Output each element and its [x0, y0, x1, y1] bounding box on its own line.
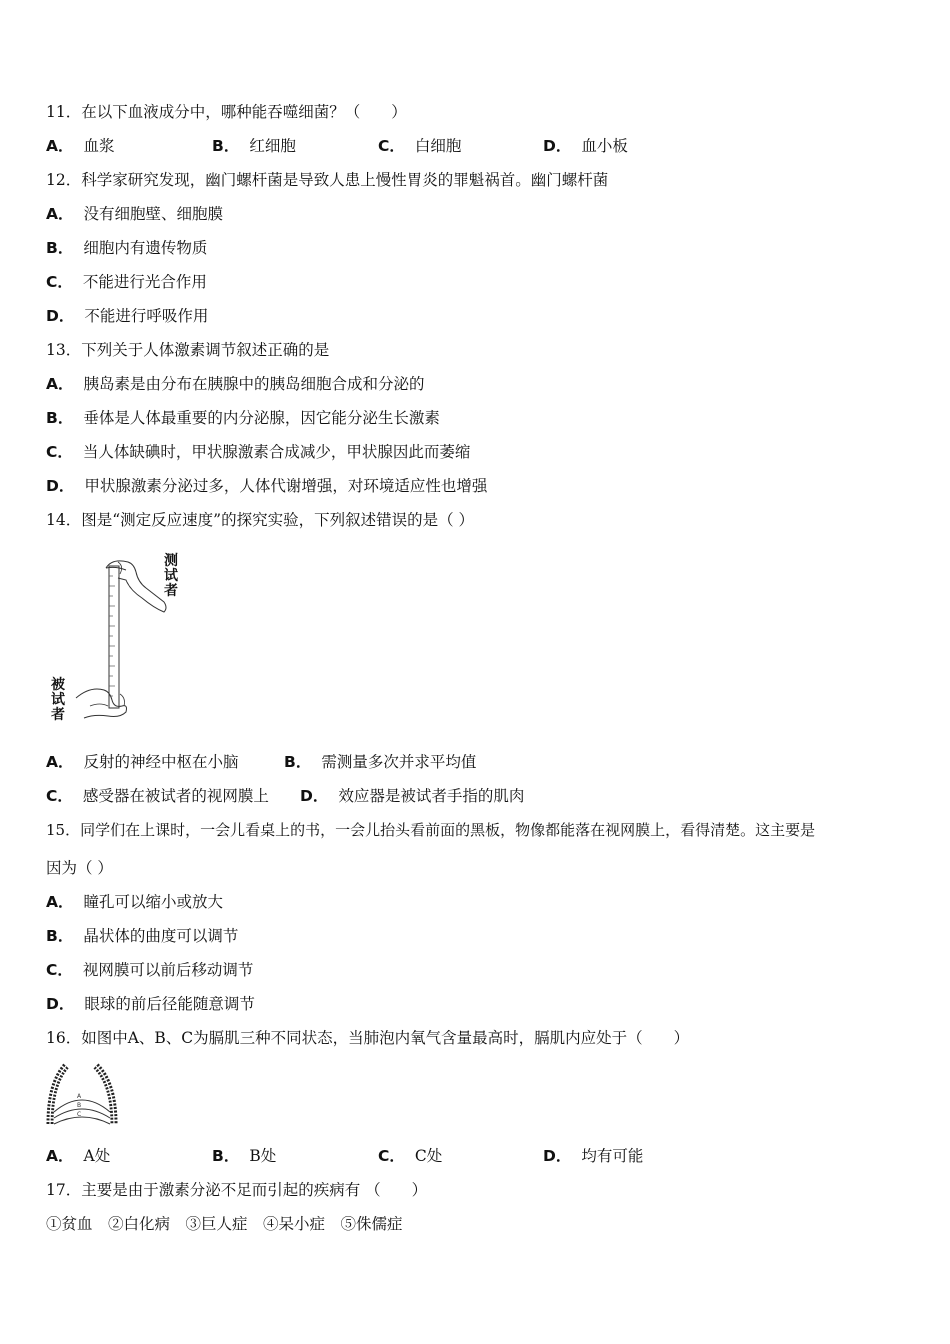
option-c: C． 当人体缺碘时，甲状腺激素合成减少，甲状腺因此而萎缩: [46, 443, 471, 461]
question-15-stem-line2: 因为（ ）: [46, 859, 113, 877]
question-14-stem: 14．图是“测定反应速度”的探究实验，下列叙述错误的是（ ）: [46, 511, 475, 529]
option-b: B． 垂体是人体最重要的内分泌腺，因它能分泌生长激素: [46, 409, 440, 427]
question-11-options: [46, 136, 926, 156]
diaphragm-drawing: [44, 1062, 120, 1130]
option-a: A． 没有细胞壁、细胞膜: [46, 205, 224, 223]
option-c: C． C处: [378, 1147, 443, 1165]
option-b: B． 细胞内有遗传物质: [46, 239, 208, 257]
subject-label: 被试者: [51, 677, 65, 723]
option-d: D． 眼球的前后径能随意调节: [46, 995, 255, 1013]
state-b-label: B: [77, 1102, 82, 1109]
option-c: C． 不能进行光合作用: [46, 273, 207, 291]
option-c: C． 视网膜可以前后移动调节: [46, 961, 254, 979]
question-13-stem: 13．下列关于人体激素调节叙述正确的是: [46, 341, 330, 359]
option-c: C． 白细胞: [378, 137, 462, 155]
question-12-stem: 12．科学家研究发现，幽门螺杆菌是导致人患上慢性胃炎的罪魁祸首。幽门螺杆菌: [46, 171, 609, 189]
option-d: D． 效应器是被试者手指的肌肉: [300, 787, 525, 805]
option-b: B． 红细胞: [212, 137, 296, 155]
option-a: A． 血浆: [46, 137, 115, 155]
reaction-test-figure: [46, 548, 196, 733]
question-15-stem-line1: 15．同学们在上课时，一会儿看桌上的书，一会儿抬头看前面的黑板，物像都能落在视网膜上，看得清楚。这主要是: [46, 821, 816, 839]
option-a: A． 反射的神经中枢在小脑: [46, 753, 239, 771]
question-17-stem: 17．主要是由于激素分泌不足而引起的疾病有 （ ）: [46, 1181, 428, 1199]
diaphragm-figure: [44, 1062, 120, 1130]
question-17-choices: ①贫血 ②白化病 ③巨人症 ④呆小症 ⑤侏儒症: [46, 1215, 403, 1233]
state-a-label: A: [77, 1093, 82, 1100]
option-c: C． 感受器在被试者的视网膜上: [46, 787, 269, 805]
option-d: D． 均有可能: [543, 1147, 644, 1165]
tester-label: 测试者: [164, 553, 178, 599]
question-16-stem: 16．如图中A、B、C为膈肌三种不同状态，当肺泡内氧气含量最高时，膈肌内应处于（ ）: [46, 1029, 690, 1047]
state-c-label: C: [77, 1111, 82, 1118]
question-16-options: [46, 1146, 926, 1166]
option-d: D． 不能进行呼吸作用: [46, 307, 209, 325]
question-14-options-row2: [46, 786, 926, 806]
option-a: A． A处: [46, 1147, 111, 1165]
option-a: A． 瞳孔可以缩小或放大: [46, 893, 224, 911]
option-d: D． 血小板: [543, 137, 628, 155]
option-d: D． 甲状腺激素分泌过多，人体代谢增强，对环境适应性也增强: [46, 477, 488, 495]
question-11-stem: 11．在以下血液成分中，哪种能吞噬细菌？（ ）: [46, 103, 407, 121]
option-b: B． 晶状体的曲度可以调节: [46, 927, 239, 945]
question-14-options-row1: [46, 752, 926, 772]
option-b: B． 需测量多次并求平均值: [284, 753, 477, 771]
option-b: B． B处: [212, 1147, 277, 1165]
option-a: A． 胰岛素是由分布在胰腺中的胰岛细胞合成和分泌的: [46, 375, 425, 393]
